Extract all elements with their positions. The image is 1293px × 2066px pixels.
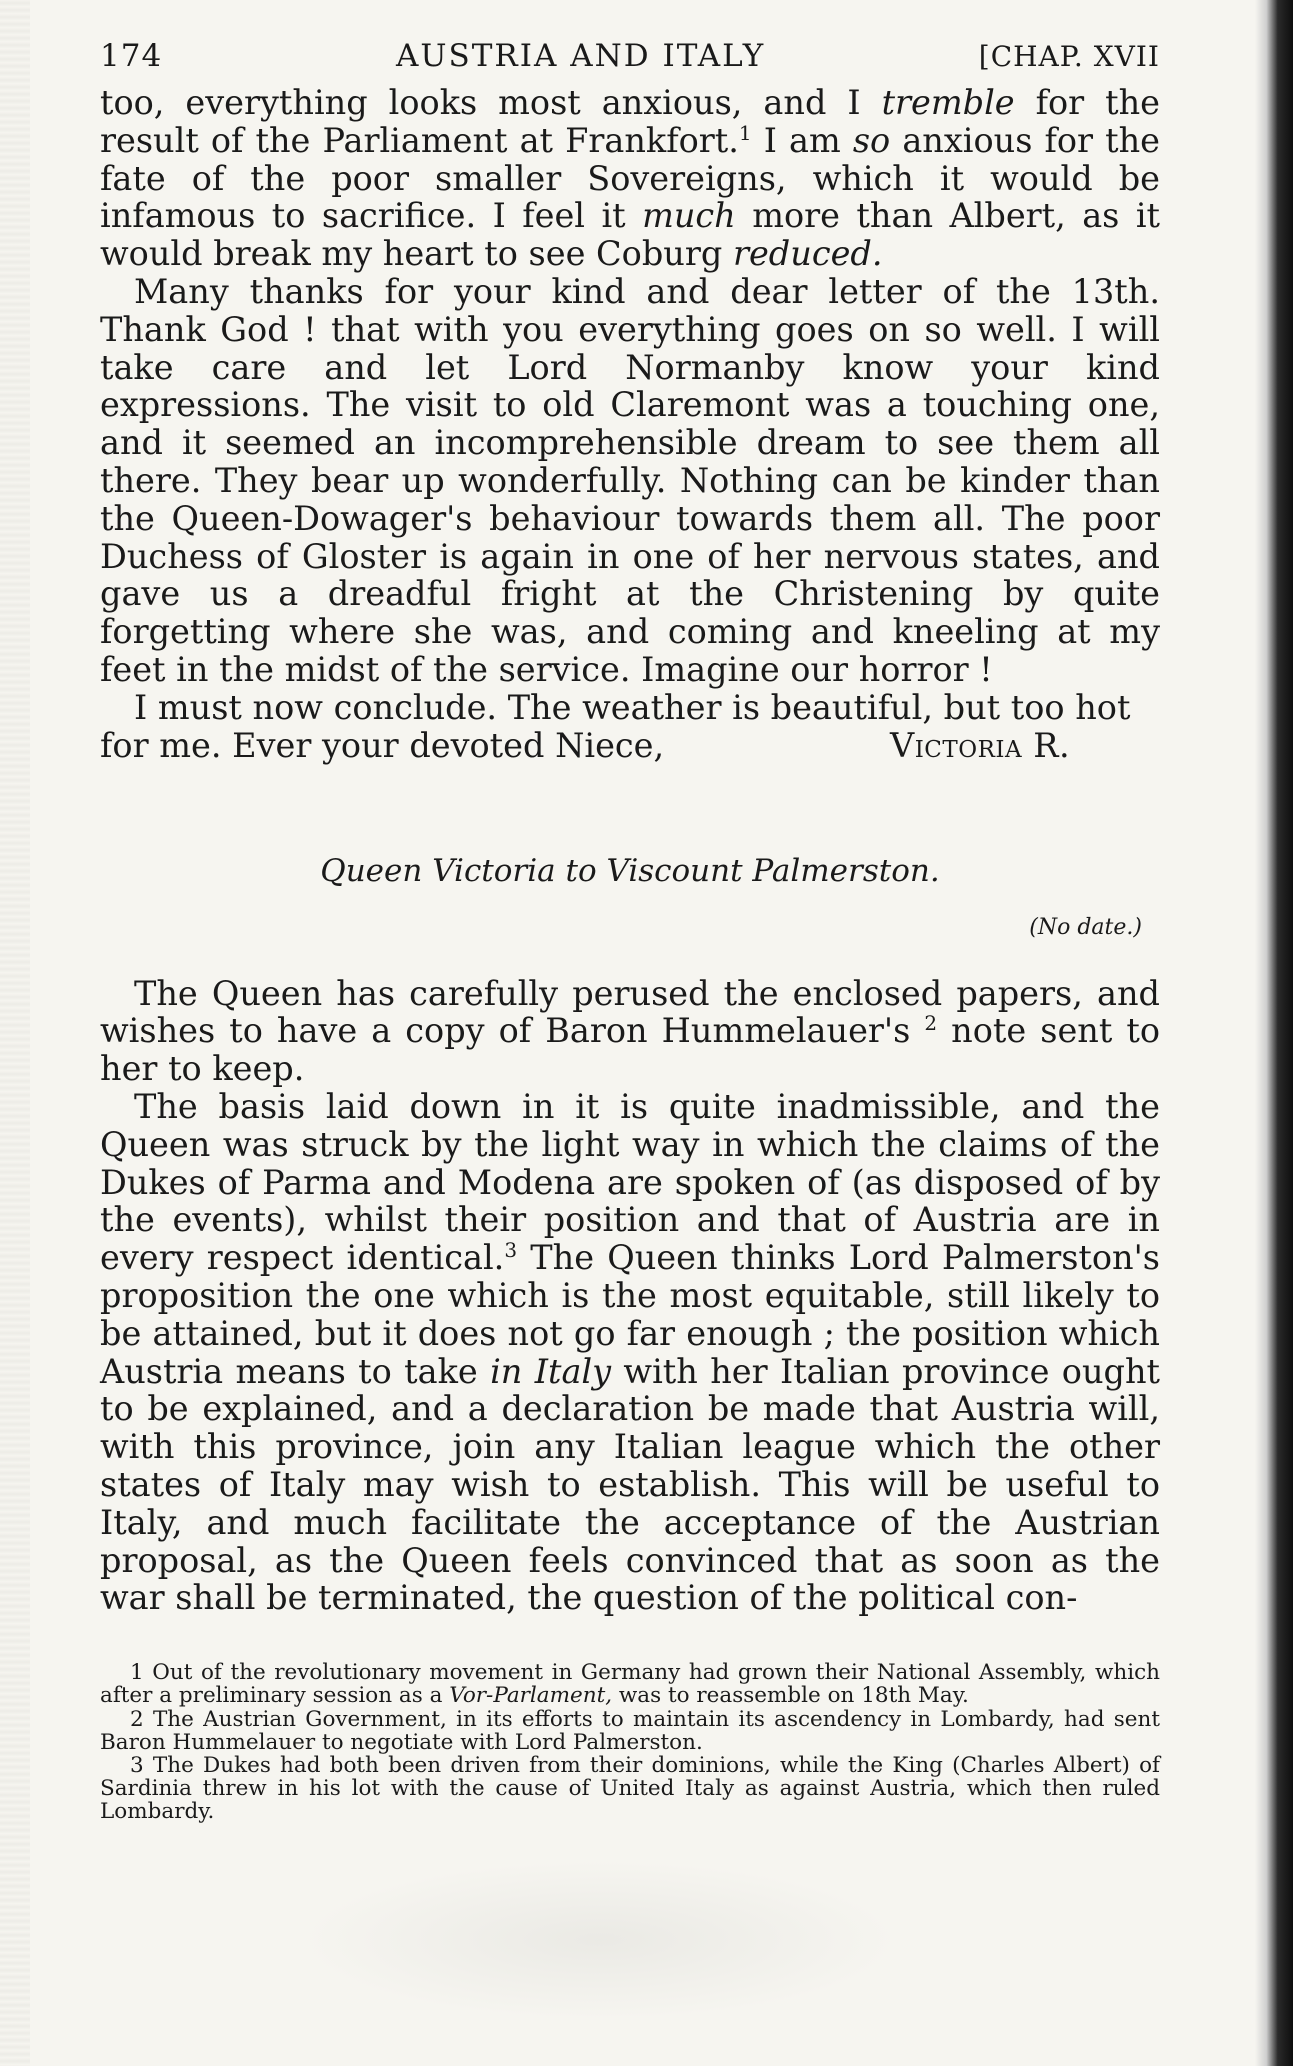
book-page <box>100 28 1160 1824</box>
letter-heading: Queen Victoria to Viscount Palmerston. <box>320 852 940 889</box>
letter1-paragraph-3: I must now conclude. The weather is beautiful, but too hot <box>134 687 1131 727</box>
closing-text: for me. Ever your devoted Niece, <box>100 725 665 765</box>
scan-left-margin <box>0 0 30 2066</box>
page-number: 174 <box>100 38 163 74</box>
letter2-body <box>100 975 1160 1618</box>
letter2-paragraph-1: The Queen has carefully perused the enclosed papers, and wishes to have a copy of Baron Hummelauer's $^2$ note sent to her to keep. <box>100 973 1160 1089</box>
running-head <box>100 28 1160 84</box>
scan-smudge <box>300 1860 900 2020</box>
footnote-3: 3 The Dukes had both been driven from their dominions, while the King (Charles Albert) of Sardinia threw in his lot with the cause of United Italy as against Austria, which then ruled Lombardy. <box>100 1752 1160 1825</box>
footnote-2: 2 The Austrian Government, in its efforts to maintain its ascendency in Lombardy, had sent Baron Hummelauer to negotiate with Lord Palmerston. <box>100 1706 1160 1755</box>
scan-right-binding-shadow <box>1255 0 1293 2066</box>
letter1-paragraph-1: too, everything looks most anxious, and I tremble for the result of the Parliament at Frankfort.$^1$ I am so anxious for the fate of the poor smaller Sovereigns, which it would be infamous to sacrifice. I feel it much more than Albert, as it would break my heart to see Coburg reduced. <box>100 83 1161 274</box>
signature-line <box>100 727 1160 765</box>
footnote-1: 1 Out of the revolutionary movement in Germany had grown their National Assembly, which after a preliminary session as a Vor-Parlament, was to reassemble on 18th May. <box>100 1660 1160 1709</box>
letter2-paragraph-2: The basis laid down in it is quite inadmissible, and the Queen was struck by the light way in which the claims of the Dukes of Parma and Modena are spoken of (as disposed of by the events), whilst their position and that of Austria are in every respect identical.$^3$ The Queen thinks Lord Palmerston's proposition the one which is the most equitable, still likely to be attained, but it does not go far enough ; the position which Austria means to take in Italy with her Italian province ought to be explained, and a declaration be made that Austria will, with this province, join any Italian league which the other states of Italy may wish to establish. This will be useful to Italy, and much facilitate the acceptance of the Austrian proposal, as the Queen feels convinced that as soon as the war shall be terminated, the question of the political con- <box>100 1086 1161 1618</box>
letter1-paragraph-2: Many thanks for your kind and dear letter of the 13th. Thank God ! that with you everything goes on so well. I will take care and let Lord Normanby know your kind expressions. The visit to old Claremont was a touching one, and it seemed an incomprehensible dream to see them all there. They bear up wonderfully. Nothing can be kinder than the Queen-Dowager's behaviour towards them all. The poor Duchess of Gloster is again in one of her nervous states, and gave us a dreadful fright at the Christening by quite forgetting where she was, and coming and kneeling at my feet in the midst of the service. Imagine our horror ! <box>100 271 1160 689</box>
footnote-mark: 2 <box>130 1706 144 1732</box>
running-title: AUSTRIA AND ITALY <box>396 38 766 74</box>
signature: Victoria R. <box>890 725 1071 765</box>
footnote-mark: 3 <box>130 1752 144 1778</box>
footnote-mark: 1 <box>130 1660 144 1686</box>
footnotes <box>100 1661 1160 1823</box>
letter-dateline: (No date.) <box>1029 914 1142 940</box>
chapter-label: [CHAP. XVII <box>978 40 1160 73</box>
